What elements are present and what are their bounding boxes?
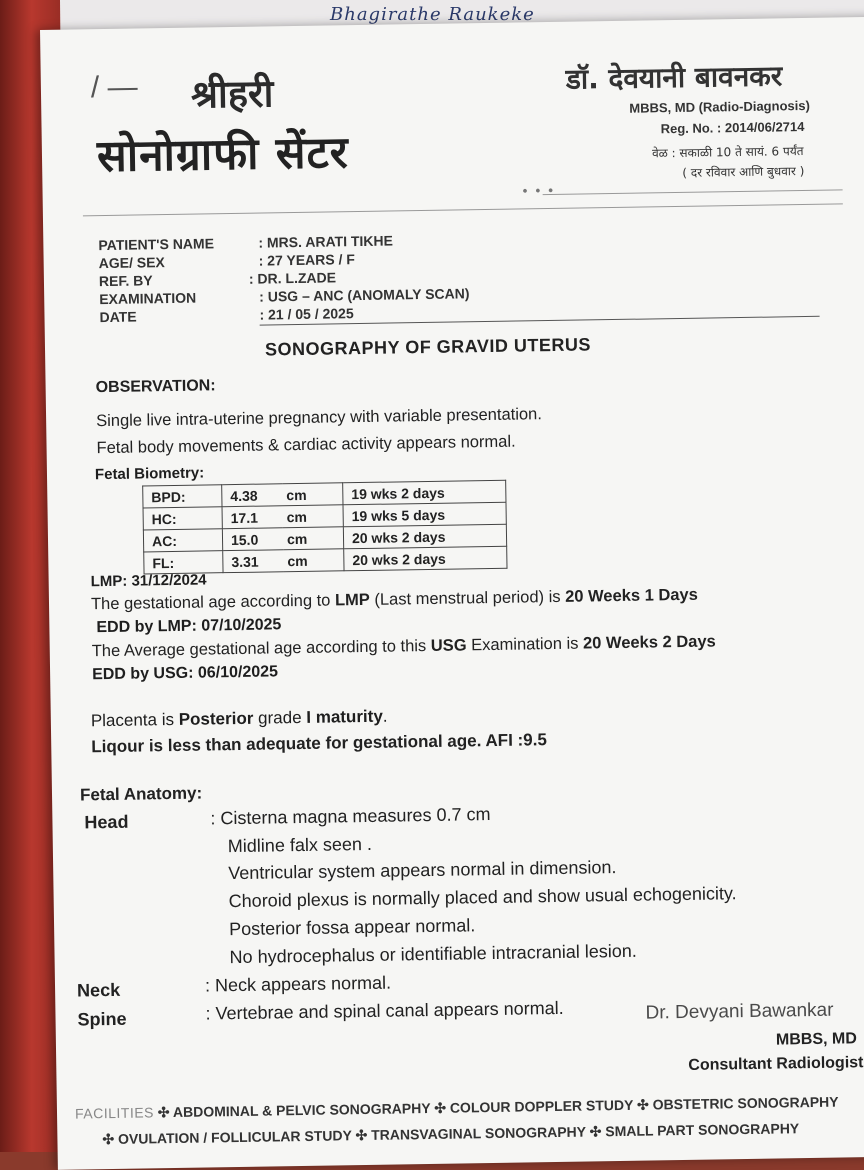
observation-line-1: Single live intra-uterine pregnancy with variable presentation. [96,405,542,431]
spine-label: Spine [77,1008,127,1030]
ref-by-value: : DR. L.ZADE [248,269,337,287]
age-sex-label: AGE/ SEX [98,254,165,272]
head-label: Head [84,811,129,833]
biometry-age: 19 wks 2 days [343,480,506,505]
observation-heading: OBSERVATION: [95,377,216,397]
biometry-age: 19 wks 5 days [343,502,506,527]
table-row [144,546,507,574]
biometry-age: 20 wks 2 days [343,524,506,549]
head-line-3: Ventricular system appears normal in dimension. [228,857,617,884]
date-label: DATE [99,308,137,326]
report-sheet [40,17,864,1170]
facilities-line-1: FACILITIES ✣ ABDOMINAL & PELVIC SONOGRAPHY ✣ COLOUR DOPPLER STUDY ✣ OBSTETRIC SONOGRAPHY [74,1093,839,1122]
neck-label: Neck [76,979,121,1001]
biometry-value: 3.31 [223,550,284,573]
biometry-param: AC: [143,529,222,552]
ga-by-lmp: The gestational age according to LMP (Last menstrual period) is 20 Weeks 1 Days [90,585,698,614]
biometry-table [142,480,507,575]
handwritten-note: Bhagirathe Raukeke [330,4,535,25]
report-title: SONOGRAPHY OF GRAVID UTERUS [264,334,592,360]
header-dots: • • • [522,181,556,199]
neck-text: : Neck appears normal. [204,972,392,996]
patient-name-value: : MRS. ARATI TIKHE [258,232,394,251]
logo-line1: श्रीहरी [190,71,274,117]
header-divider-2 [83,203,843,216]
biometry-unit: cm [283,527,344,550]
signature-degree: MBBS, MD [775,1030,857,1049]
biometry-value: 17.1 [222,506,283,529]
signature-designation: Consultant Radiologist [688,1054,864,1074]
logo-mark: / — [90,70,138,105]
header-divider [543,189,843,195]
biometry-value: 4.38 [222,484,283,507]
age-sex-value: : 27 YEARS / F [258,251,355,269]
biometry-unit: cm [283,505,344,528]
biometry-param: BPD: [143,485,222,508]
logo-line2: सोनोग्राफी सेंटर [96,127,350,183]
head-line-1: : Cisterna magna measures 0.7 cm [210,804,491,829]
edd-by-lmp: EDD by LMP: 07/10/2025 [96,616,282,637]
biometry-age: 20 wks 2 days [344,546,507,571]
biometry-param: HC: [143,507,222,530]
patient-name-label: PATIENT'S NAME [98,235,215,254]
signature-name: Dr. Devyani Bawankar [645,999,834,1024]
doctor-degrees: MBBS, MD (Radio-Diagnosis) [629,97,810,116]
doctor-name-marathi: डॉ. देवयानी बावनकर [565,59,783,96]
examination-value: : USG – ANC (ANOMALY SCAN) [259,285,470,305]
ga-by-usg: The Average gestational age according to this USG Examination is 20 Weeks 2 Days [91,632,716,661]
head-line-4: Choroid plexus is normally placed and show usual echogenicity. [228,883,737,912]
lmp-date: LMP: 31/12/2024 [90,571,207,591]
clinic-holiday: ( दर रविवार आणि बुधवार ) [682,164,805,180]
facilities-line-2: ✣ OVULATION / FOLLICULAR STUDY ✣ TRANSVAGINAL SONOGRAPHY ✣ SMALL PART SONOGRAPHY [102,1120,800,1148]
head-line-6: No hydrocephalus or identifiable intracranial lesion. [229,940,637,968]
ref-by-label: REF. BY [98,272,153,290]
clinic-timing: वेळ : सकाळी 10 ते सायं. 6 पर्यंत [651,144,804,161]
head-line-2: Midline falx seen . [227,833,373,857]
biometry-unit: cm [283,549,344,572]
observation-line-2: Fetal body movements & cardiac activity appears normal. [96,432,516,458]
date-value: : 21 / 05 / 2025 [259,305,354,323]
placenta-line: Placenta is Posterior grade I maturity. [90,706,388,731]
biometry-param: FL: [144,551,223,574]
registration-number: Reg. No. : 2014/06/2714 [660,119,805,137]
spine-text: : Vertebrae and spinal canal appears normal. [205,997,564,1024]
examination-label: EXAMINATION [99,289,197,308]
biometry-value: 15.0 [222,528,283,551]
biometry-unit: cm [282,483,343,506]
anatomy-heading: Fetal Anatomy: [79,783,203,805]
liquor-line: Liqour is less than adequate for gestational age. AFI :9.5 [91,730,547,757]
edd-by-usg: EDD by USG: 06/10/2025 [92,663,279,684]
biometry-heading: Fetal Biometry: [94,464,205,484]
head-line-5: Posterior fossa appear normal. [228,915,476,940]
